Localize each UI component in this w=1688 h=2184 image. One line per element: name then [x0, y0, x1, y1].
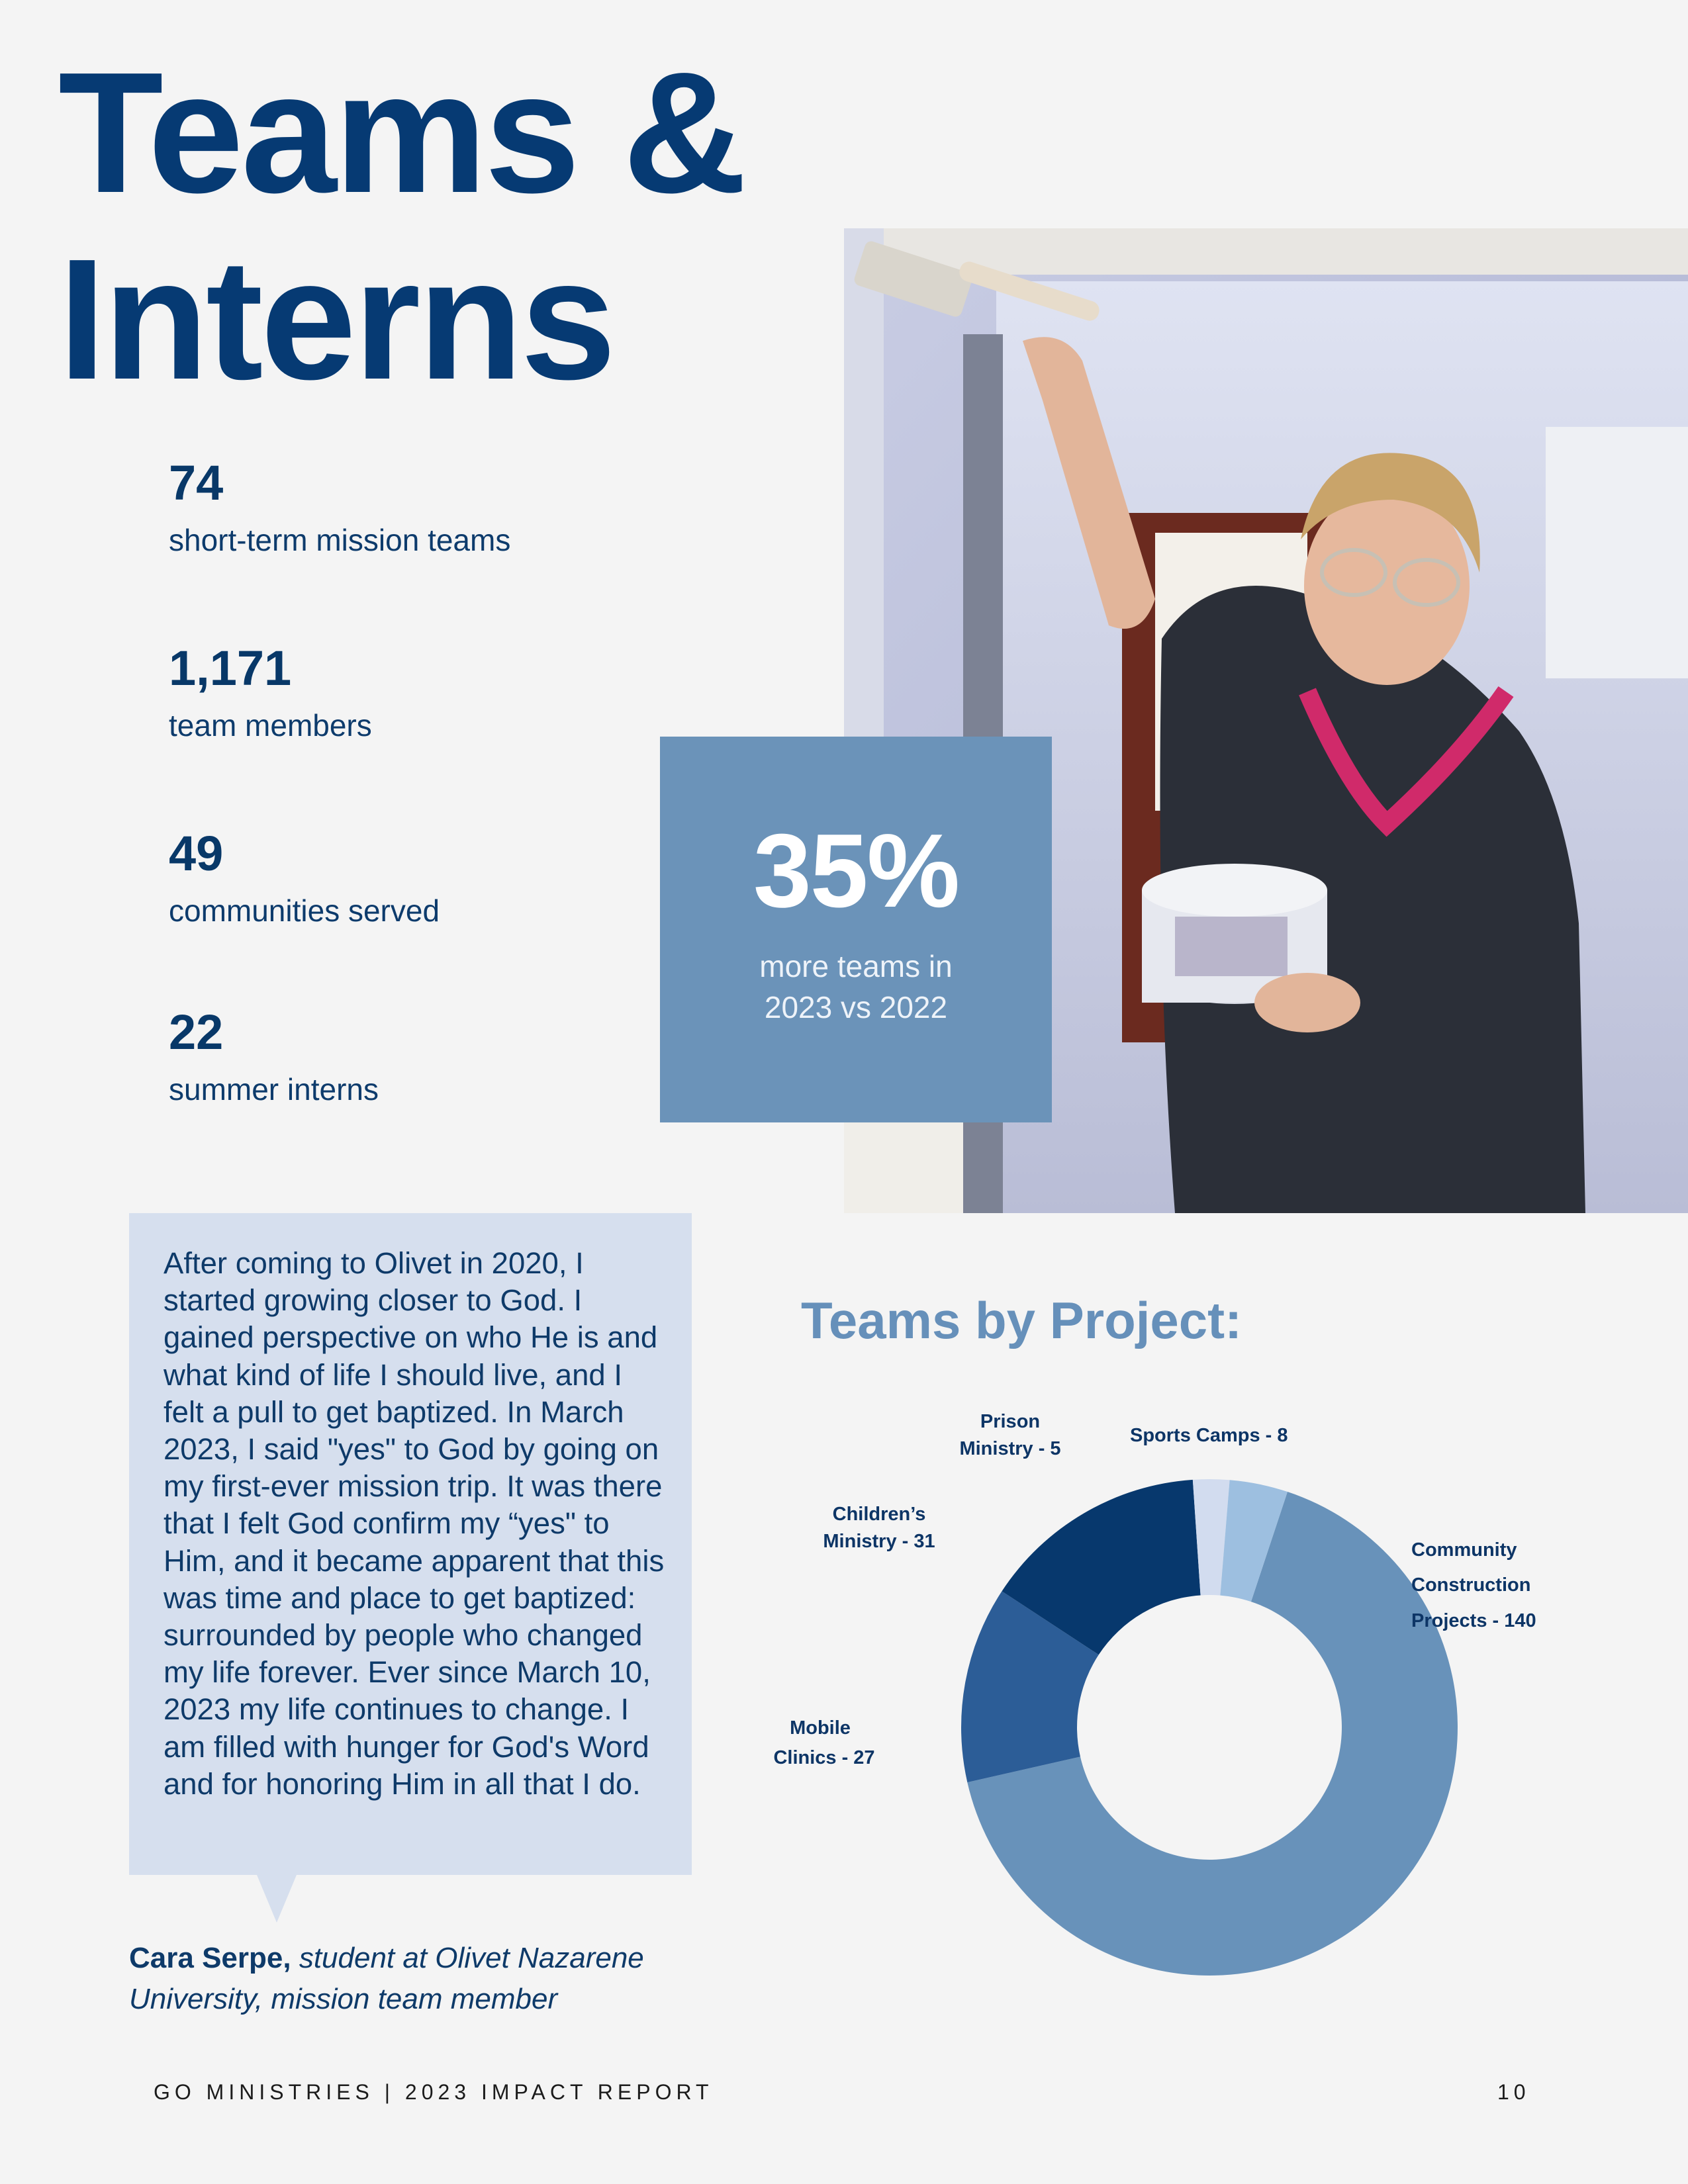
label-community-line-1: Community: [1411, 1539, 1517, 1561]
stat-teams: [169, 457, 632, 559]
stat-communities: [169, 827, 632, 929]
stat-value: 49: [169, 826, 224, 881]
chart-title: Teams by Project:: [801, 1291, 1243, 1349]
callout-text-line-2: 2023 vs 2022: [764, 990, 948, 1024]
quote-attribution: [129, 1938, 725, 2020]
quote-role-line-1: student at Olivet Nazarene: [299, 1942, 644, 1974]
stat-label: short-term mission teams: [169, 523, 511, 557]
stat-callout: [660, 737, 1052, 1122]
callout-value: 35%: [753, 813, 959, 929]
label-prison-line-2: Ministry - 5: [959, 1438, 1061, 1459]
stat-interns: [169, 1006, 632, 1108]
quote-text: After coming to Olivet in 2020, I started growing closer to God. I gained perspective on who He is and what kind of life I should live, and I felt a pull to get baptized. In March 2023, I said "yes" to God by going on my first-ever mission trip. It was there that I felt God confirm my “yes" to Him, and it became apparent that this was time and place to get baptized: surrounded by people who changed my life forever. Ever since March 10, 2023 my life continues to change. I am filled with hunger for God's Word and for honoring Him in all that I do.: [164, 1246, 665, 1801]
label-community-line-3: Projects - 140: [1411, 1610, 1536, 1631]
page-title-line-1: Teams &: [58, 37, 745, 229]
label-mobile-line-1: Mobile: [790, 1717, 851, 1739]
stat-label: summer interns: [169, 1072, 379, 1107]
testimonial-quote: [129, 1213, 692, 1875]
label-community-line-2: Construction: [1411, 1574, 1531, 1596]
stat-value: 1,171: [169, 641, 292, 696]
page-title-line-2: Interns: [58, 224, 614, 416]
speech-bubble-tail: [257, 1875, 297, 1923]
quote-role-line-2: University, mission team member: [129, 1983, 558, 2015]
teams-by-project-donut-chart: [728, 1383, 1589, 2005]
label-children-line-2: Ministry - 31: [823, 1531, 935, 1552]
stat-value: 74: [169, 455, 224, 510]
footer-page-number: 10: [1497, 2080, 1530, 2104]
stat-value: 22: [169, 1005, 224, 1060]
label-prison-line-1: Prison: [980, 1411, 1041, 1432]
footer-report-title: GO MINISTRIES | 2023 IMPACT REPORT: [154, 2080, 714, 2104]
callout-text: [660, 946, 1052, 1028]
label-mobile-line-2: Clinics - 27: [773, 1747, 875, 1768]
quote-author: Cara Serpe,: [129, 1942, 291, 1974]
stat-members: [169, 642, 632, 744]
donut-slices: [961, 1479, 1458, 1976]
stat-label: team members: [169, 708, 372, 743]
label-sports-camps: Sports Camps - 8: [1130, 1425, 1288, 1446]
label-children-line-1: Children’s: [832, 1504, 926, 1525]
callout-text-line-1: more teams in: [759, 949, 953, 983]
page-title: [58, 37, 745, 416]
stat-label: communities served: [169, 893, 440, 928]
